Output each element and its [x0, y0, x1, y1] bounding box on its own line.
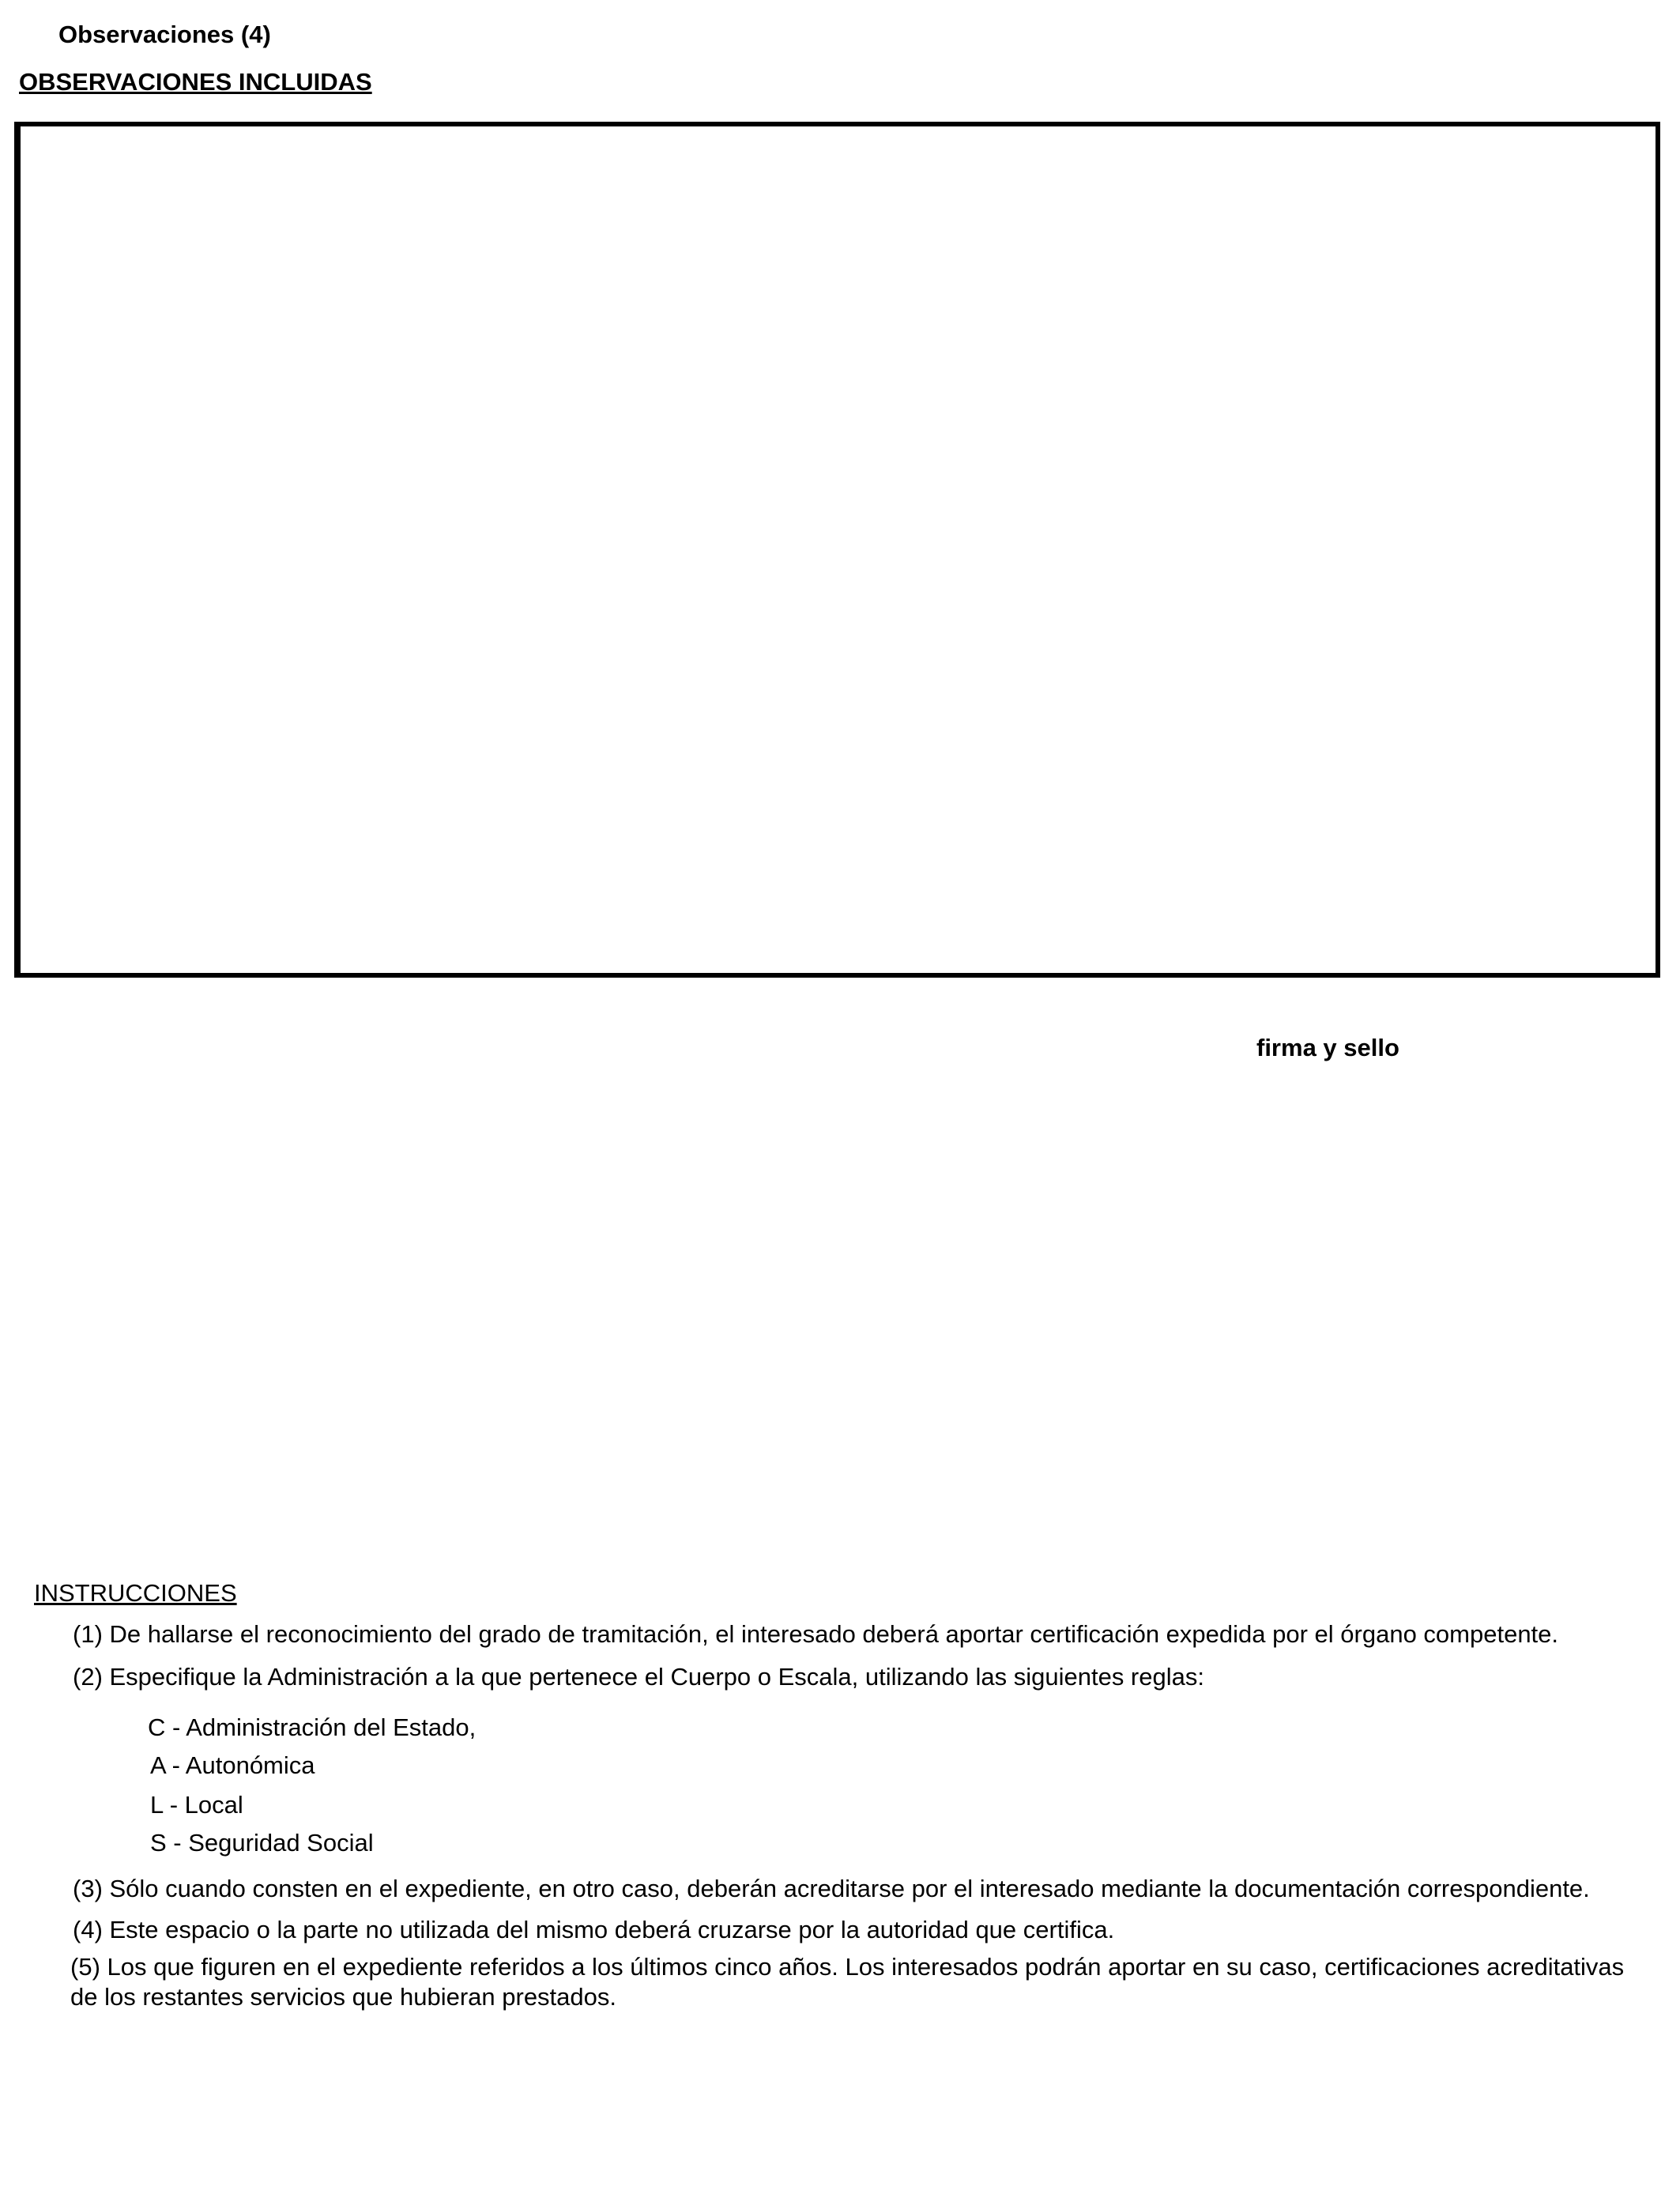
section-label: Observaciones (4): [58, 21, 271, 48]
instruction-note-3: (3) Sólo cuando consten en el expediente, en otro caso, deberán acreditarse por el interesado mediante la documentación correspondiente.: [73, 1875, 1590, 1902]
rule-item: L - Local: [150, 1791, 243, 1819]
rule-item: C - Administración del Estado,: [148, 1713, 477, 1741]
instruction-note-2: (2) Especifique la Administración a la que pertenece el Cuerpo o Escala, utilizando las siguientes reglas:: [73, 1663, 1204, 1691]
signature-label: firma y sello: [1256, 1034, 1399, 1061]
observations-heading: OBSERVACIONES INCLUIDAS: [19, 68, 372, 96]
instruction-note-4: (4) Este espacio o la parte no utilizada del mismo deberá cruzarse por la autoridad que certifica.: [73, 1916, 1115, 1943]
instructions-heading: INSTRUCCIONES: [34, 1579, 237, 1607]
instruction-note-5: (5) Los que figuren en el expediente referidos a los últimos cinco años. Los interesados podrán aportar en su caso, certificaciones acreditativas de los restantes servicios que hubieran prestados.: [70, 1953, 1625, 2011]
observations-box[interactable]: [14, 122, 1660, 978]
rule-item: A - Autonómica: [150, 1751, 315, 1779]
rule-item: S - Seguridad Social: [150, 1829, 374, 1857]
instruction-note-1: (1) De hallarse el reconocimiento del grado de tramitación, el interesado deberá aportar certificación expedida por el órgano competente.: [73, 1620, 1559, 1648]
